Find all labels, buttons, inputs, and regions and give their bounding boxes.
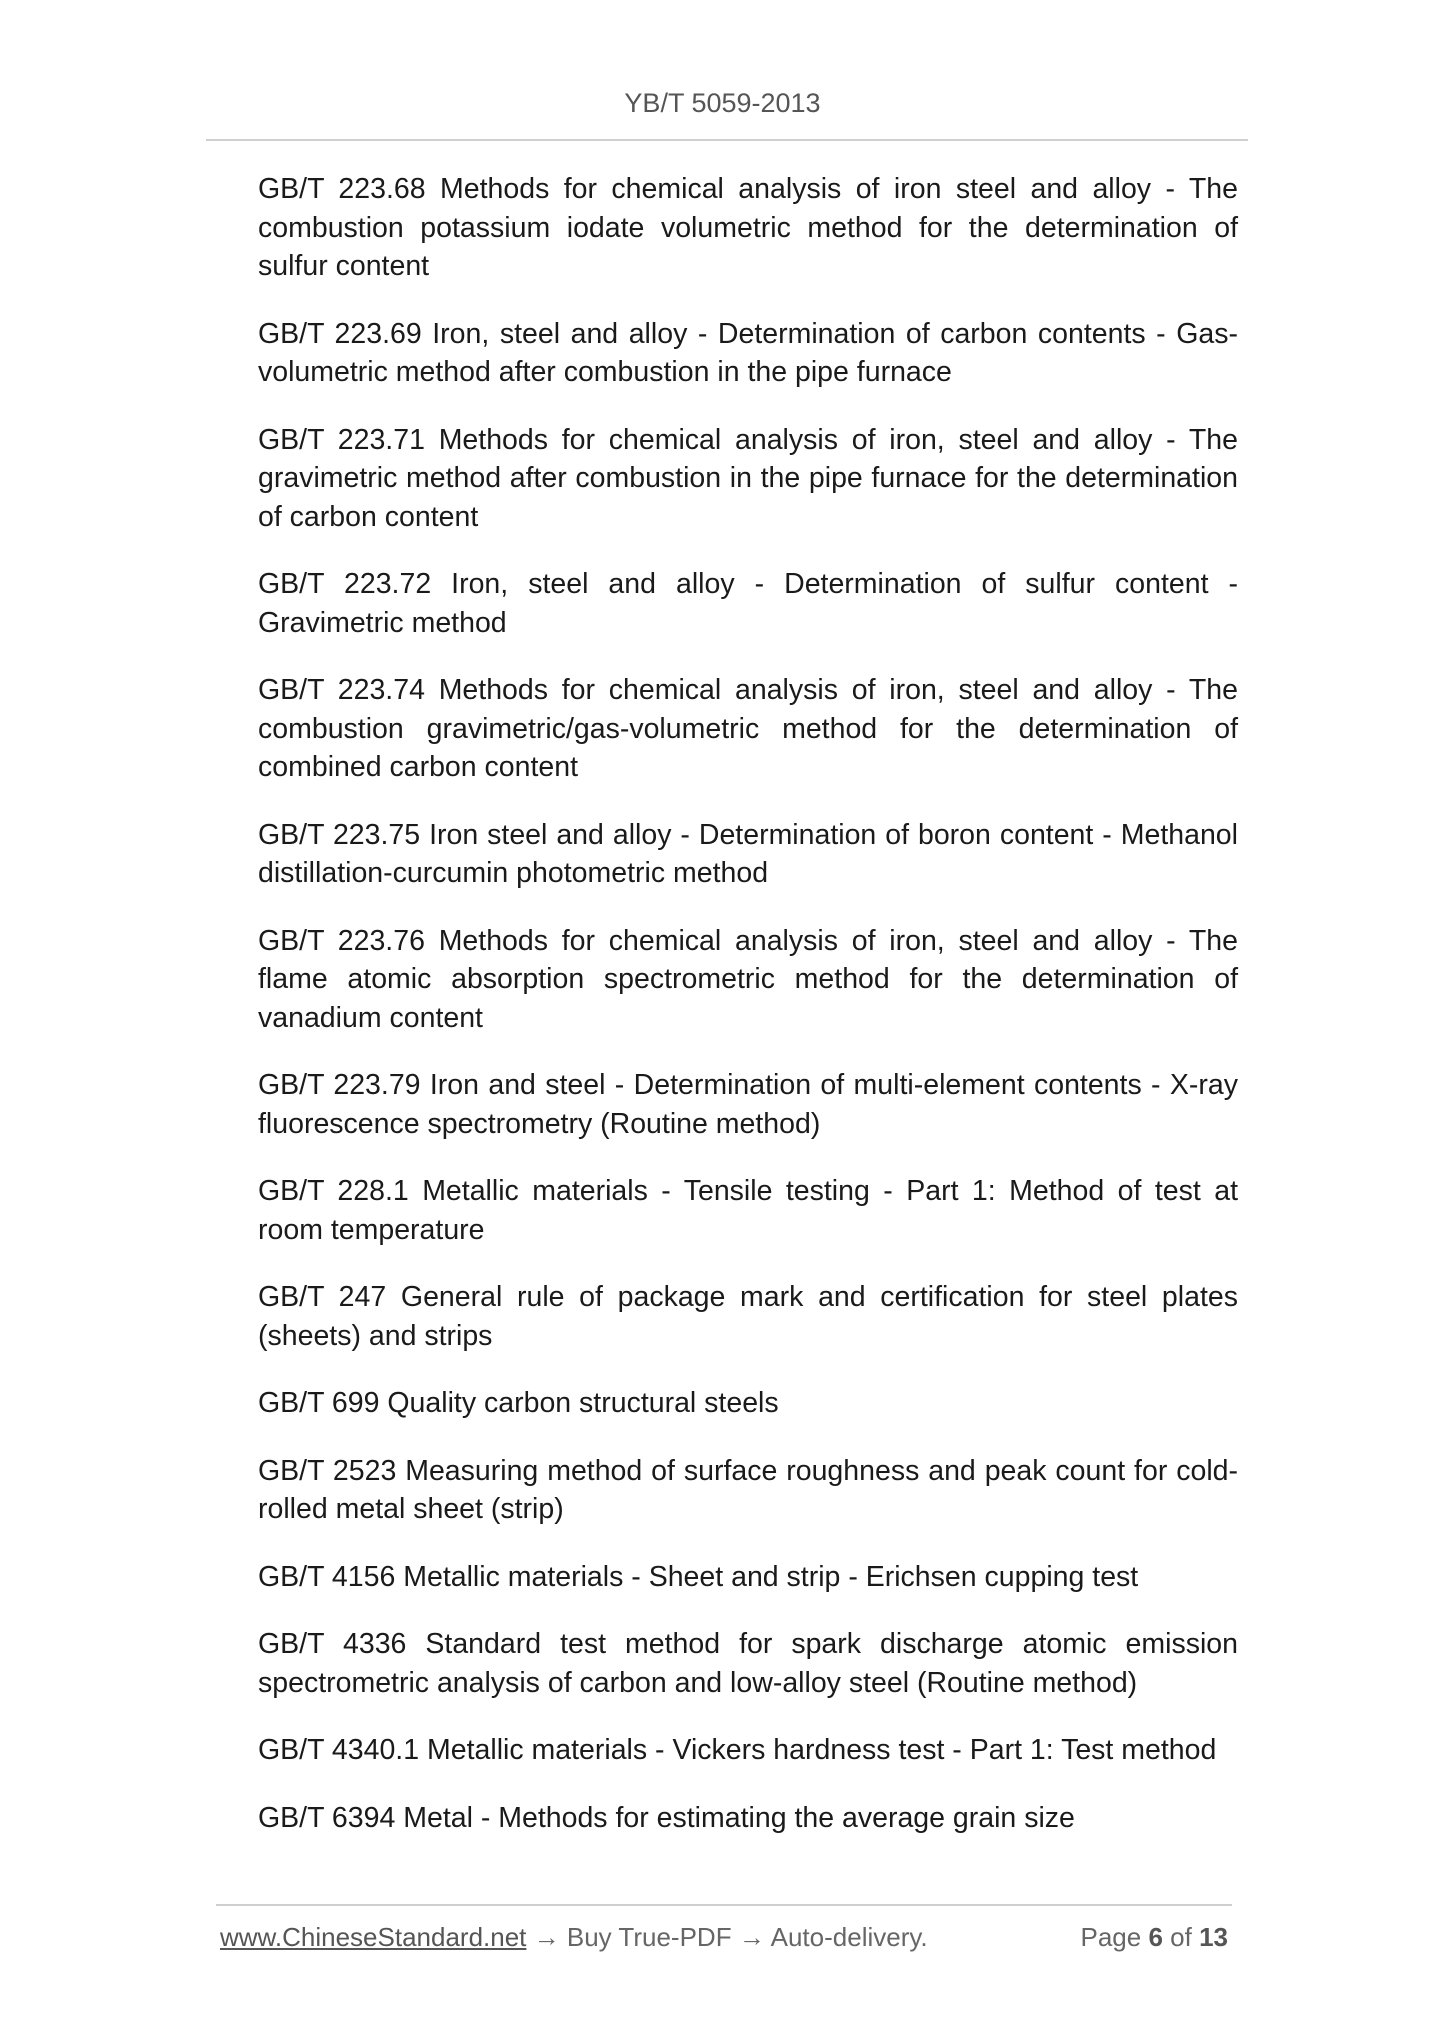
arrow-right-icon: →: [533, 1922, 560, 1952]
page-label: Page: [1080, 1922, 1142, 1952]
auto-delivery-text: Auto-delivery.: [770, 1922, 928, 1952]
buy-pdf-text: Buy True-PDF: [566, 1922, 732, 1952]
page-total: 13: [1199, 1922, 1228, 1952]
reference-entry: GB/T 223.68 Methods for chemical analysis of iron steel and alloy - The combustion potassium iodate volumetric method for the determination of sulfur content: [258, 173, 1238, 282]
page-of-label: of: [1170, 1922, 1192, 1952]
reference-entry: GB/T 4336 Standard test method for spark discharge atomic emission spectrometric analysis of carbon and low-alloy steel (Routine method): [258, 1628, 1238, 1699]
reference-entry: GB/T 223.71 Methods for chemical analysis of iron, steel and alloy - The gravimetric method after combustion in the pipe furnace for the determination of carbon content: [258, 423, 1238, 533]
arrow-right-icon: →: [738, 1922, 765, 1952]
reference-entry: GB/T 223.75 Iron steel and alloy - Determination of boron content - Methanol distillation-curcumin photometric method: [258, 818, 1238, 889]
footer-promo: [220, 1922, 928, 1953]
reference-entry: GB/T 699 Quality carbon structural steels: [258, 1387, 779, 1419]
reference-entry: GB/T 223.74 Methods for chemical analysis of iron, steel and alloy - The combustion gravimetric/gas-volumetric method for the determination of combined carbon content: [258, 674, 1238, 783]
website-link[interactable]: www.ChineseStandard.net: [220, 1922, 527, 1952]
reference-entry: GB/T 2523 Measuring method of surface roughness and peak count for cold-rolled metal sheet (strip): [258, 1454, 1238, 1525]
reference-entry: GB/T 6394 Metal - Methods for estimating the average grain size: [258, 1801, 1075, 1834]
reference-entry: GB/T 4340.1 Metallic materials - Vickers hardness test - Part 1: Test method: [258, 1734, 1217, 1766]
page-current: 6: [1148, 1922, 1163, 1952]
document-header-title: YB/T 5059-2013: [624, 88, 821, 118]
page-indicator: [1080, 1922, 1228, 1953]
reference-entry: GB/T 4156 Metallic materials - Sheet and strip - Erichsen cupping test: [258, 1560, 1139, 1593]
header-divider: [206, 139, 1248, 141]
reference-entry: GB/T 223.72 Iron, steel and alloy - Determination of sulfur content - Gravimetric method: [258, 568, 1238, 639]
reference-entry: GB/T 223.69 Iron, steel and alloy - Determination of carbon contents - Gas-volumetric method after combustion in the pipe furnace: [258, 317, 1238, 388]
reference-entry: GB/T 228.1 Metallic materials - Tensile testing - Part 1: Method of test at room temperature: [258, 1175, 1238, 1246]
reference-list: [258, 170, 1238, 1866]
reference-entry: GB/T 223.79 Iron and steel - Determination of multi-element contents - X-ray fluorescence spectrometry (Routine method): [258, 1069, 1238, 1140]
footer-divider: [216, 1904, 1232, 1906]
reference-entry: GB/T 223.76 Methods for chemical analysis of iron, steel and alloy - The flame atomic absorption spectrometric method for the determination of vanadium content: [258, 924, 1238, 1034]
reference-entry: GB/T 247 General rule of package mark and certification for steel plates (sheets) and strips: [258, 1281, 1238, 1352]
